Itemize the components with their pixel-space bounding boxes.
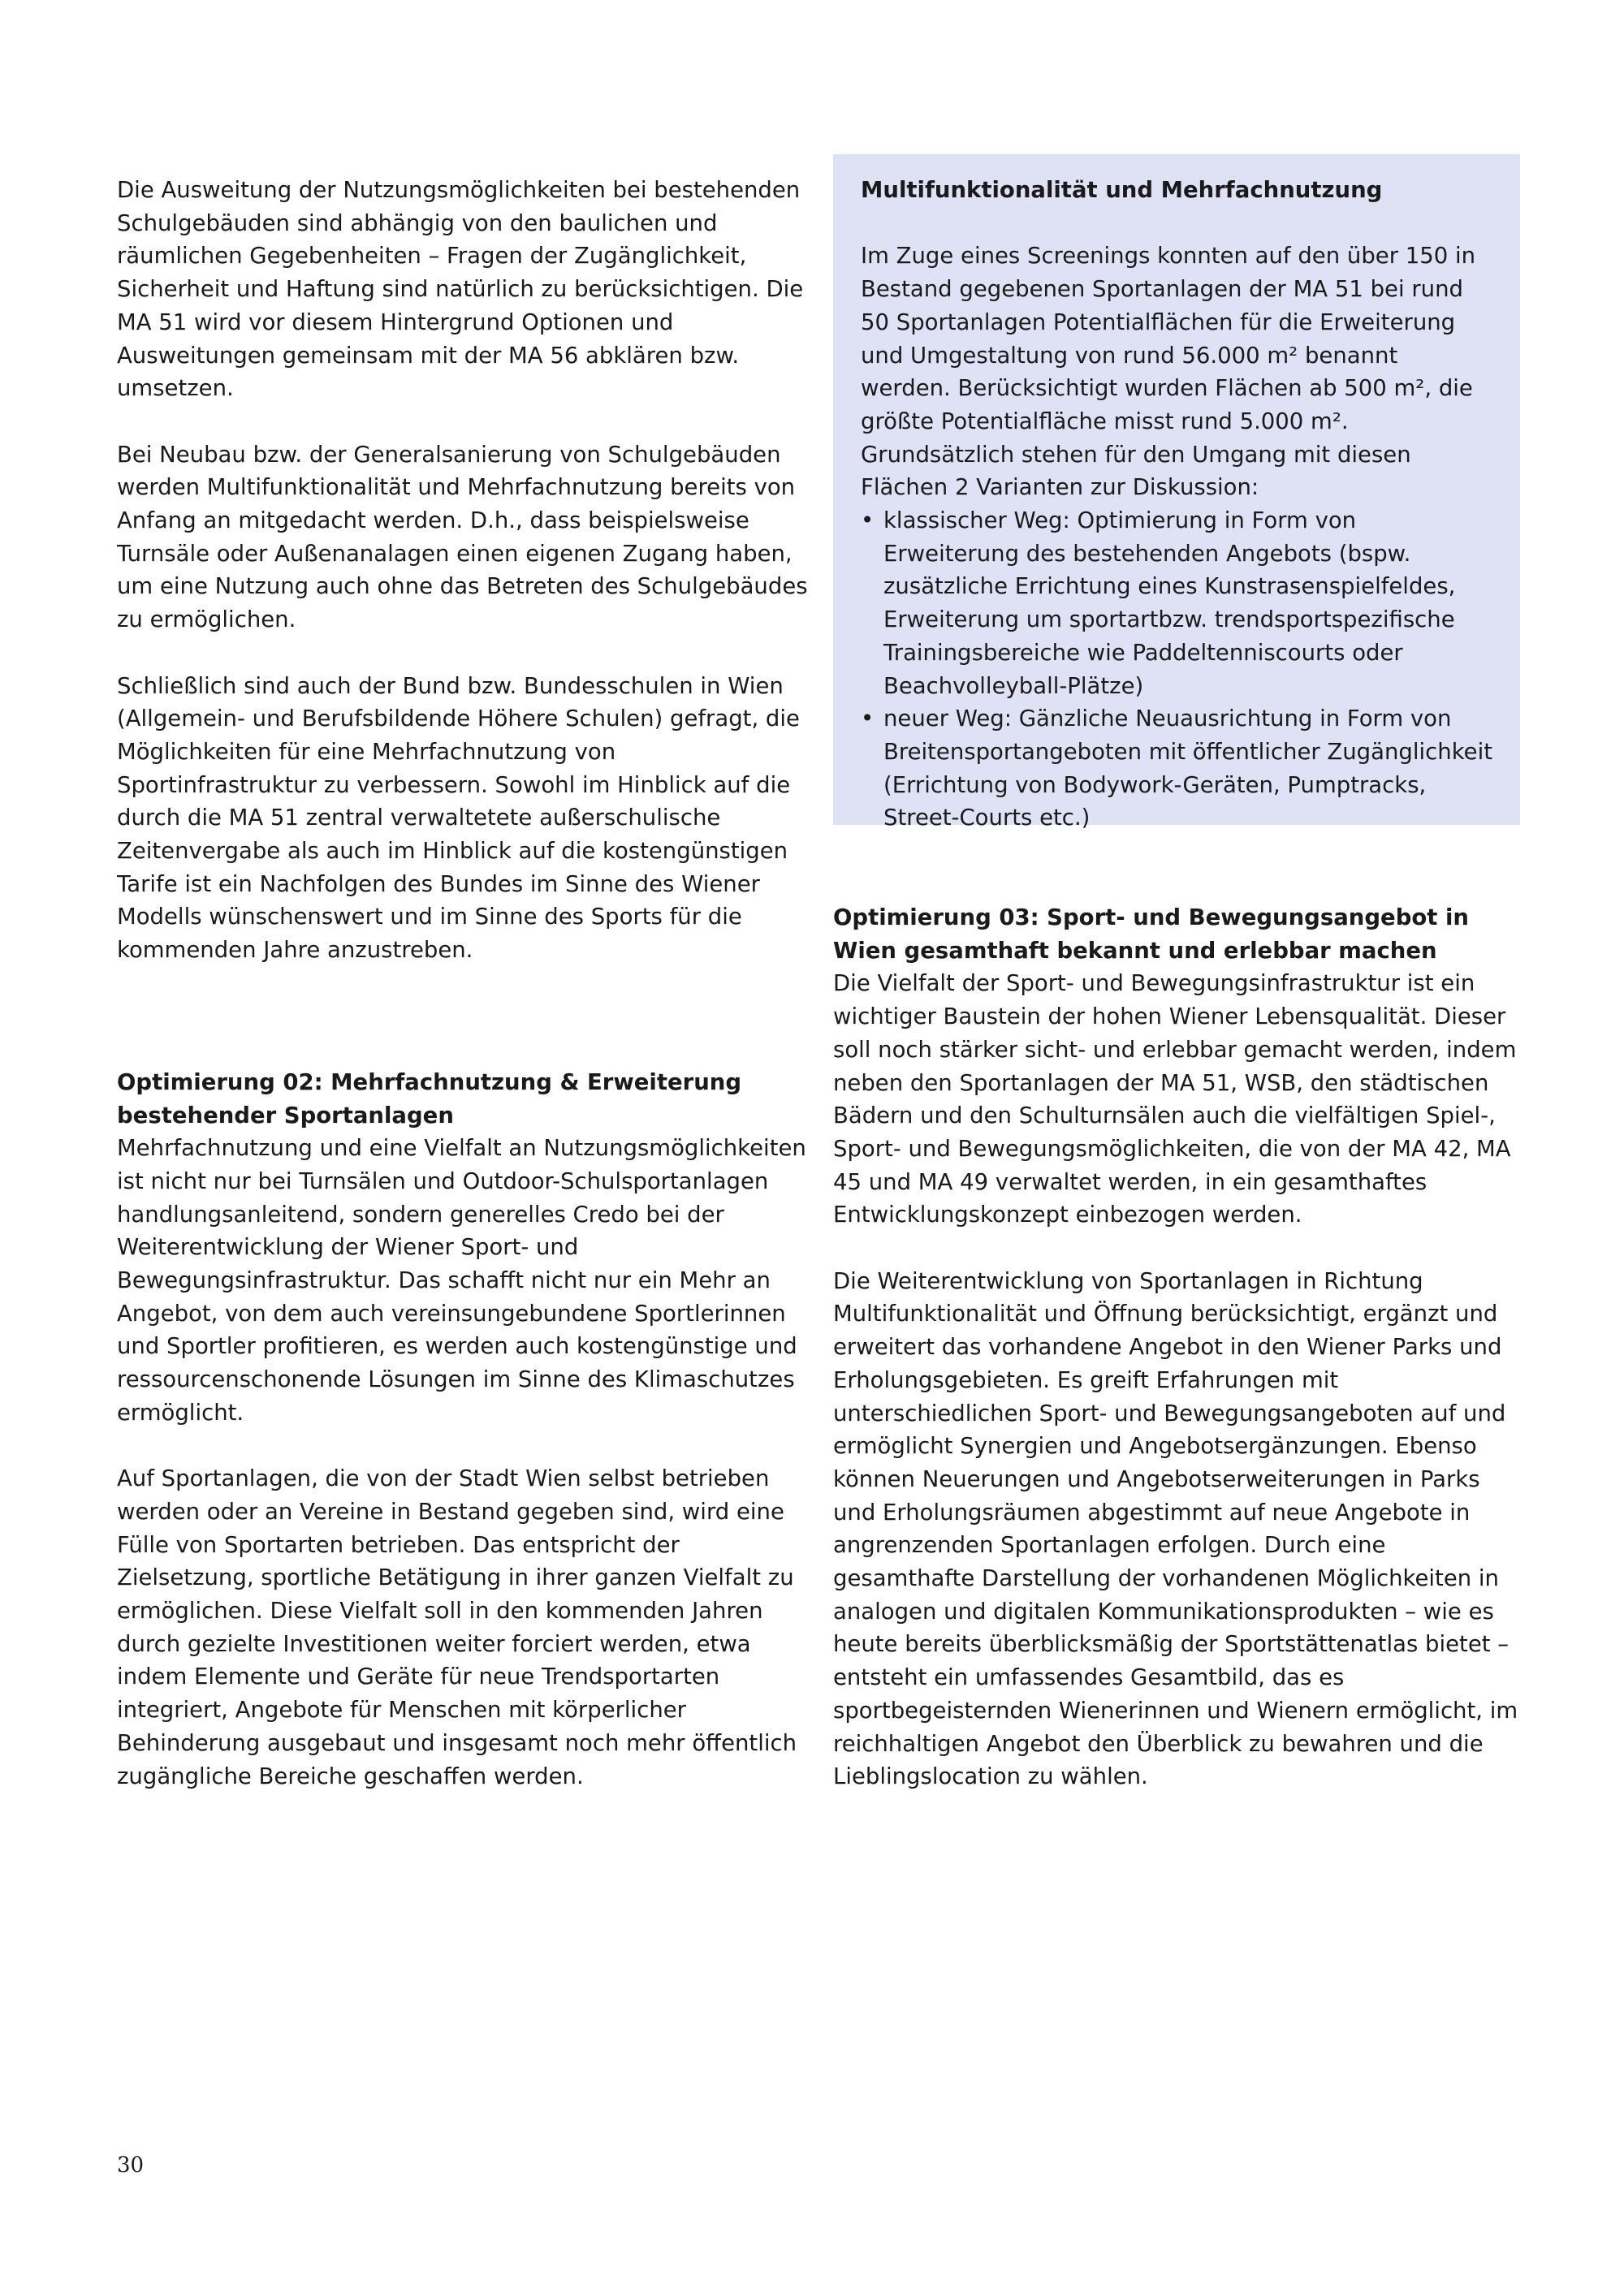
info-box-intro: Im Zuge eines Screenings konnten auf den über 150 in Bestand gegebenen Sportanlagen der MA 51 bei rund 50 Sportanlagen Potentialflächen für die Erweiterung und Umgestaltung von rund 56.000 m² benannt werden. Berücksichtigt wurden Flächen ab 500 m², die größte Potentialfläche misst rund 5.000 m². Grundsätzlich stehen für den Umgang mit diesen Flächen 2 Varianten zur Diskussion: bbox=[861, 243, 1476, 501]
right-column bbox=[833, 901, 1523, 1793]
paragraph-zugaenglichkeit: Die Ausweitung der Nutzungsmöglichkeiten bei bestehenden Schulgebäuden sind abhängig von den baulichen und räumlichen Gegebenheiten – Fragen der Zugänglichkeit, Sicherheit und Haftung sind natürlich zu berücksichtigen. Die MA 51 wird vor diesem Hintergrund Optionen und Ausweitungen gemeinsam mit der MA 56 abklären bzw. umsetzen. bbox=[117, 177, 804, 402]
paragraph-mehrfachnutzung: Mehrfachnutzung und eine Vielfalt an Nutzungsmöglichkeiten ist nicht nur bei Turnsälen und Outdoor-Schulsportanlagen handlungsanleitend, sondern generelles Credo bei der Weiterentwicklung der Wiener Sport- und Bewegungsinfrastruktur. Das schafft nicht nur ein Mehr an Angebot, von dem auch vereinsungebundene Sportlerinnen und Sportler profitieren, es werden auch kostengünstige und ressourcenschonende Lösungen im Sinne des Klimaschutzes ermöglicht. bbox=[117, 1135, 806, 1426]
bullet-icon: • bbox=[861, 507, 875, 534]
paragraph-bundesschulen: Schließlich sind auch der Bund bzw. Bundesschulen in Wien (Allgemein- und Berufsbildende Höhere Schulen) gefragt, die Möglichkeiten für eine Mehrfachnutzung von Sportinfrastruktur zu verbessern. Sowohl im Hinblick auf die durch die MA 51 zentral verwaltetete außerschulische Zeitenvergabe als auch im Hinblick auf die kostengünstigen Tarife ist ein Nachfolgen des Bundes im Sinne des Wiener Modells wünschenswert und im Sinne des Sports für die kommenden Jahre anzustreben. bbox=[117, 672, 800, 964]
list-item bbox=[861, 504, 1492, 702]
left-column bbox=[117, 174, 812, 1793]
paragraph-sportanlagen-stadt-wien: Auf Sportanlagen, die von der Stadt Wien selbst betrieben werden oder an Vereine in Bestand gegeben sind, wird eine Fülle von Sportarten betrieben. Das entspricht der Zielsetzung, sportliche Betätigung in ihrer ganzen Vielfalt zu ermöglichen. Diese Vielfalt soll in den kommenden Jahren durch gezielte Investitionen weiter forciert werden, etwa indem Elemente und Geräte für neue Trendsportarten integriert, Angebote für Menschen mit körperlicher Behinderung ausgebaut und insgesamt noch mehr öffentlich zugängliche Bereiche geschaffen werden. bbox=[117, 1465, 797, 1789]
info-box-list bbox=[861, 504, 1492, 835]
heading-optimierung-03: Optimierung 03: Sport- und Bewegungsangebot in Wien gesamthaft bekannt und erlebbar machen bbox=[833, 904, 1470, 964]
bullet-icon: • bbox=[861, 706, 875, 732]
heading-optimierung-02: Optimierung 02: Mehrfachnutzung & Erweiterung bestehender Sportanlagen bbox=[117, 1068, 742, 1129]
info-box-title: Multifunktionalität und Mehrfachnutzung bbox=[861, 177, 1383, 203]
info-box-multifunktionalitaet bbox=[833, 154, 1520, 831]
page-number: 30 bbox=[117, 2153, 145, 2177]
paragraph-vielfalt: Die Vielfalt der Sport- und Bewegungsinfrastruktur ist ein wichtiger Baustein der hohen Wiener Lebensqualität. Dieser soll noch stärker sicht- und erlebbar gemacht werden, indem neben den Sportanlagen der MA 51, WSB, den städtischen Bädern und den Schulturnsälen auch die vielfältigen Spiel-, Sport- und Bewegungsmöglichkeiten, die von der MA 42, MA 45 und MA 49 verwaltet werden, in ein gesamthaftes Entwicklungskonzept einbezogen werden. bbox=[833, 970, 1517, 1228]
list-item bbox=[861, 702, 1492, 835]
paragraph-neubau: Bei Neubau bzw. der Generalsanierung von Schulgebäuden werden Multifunktionalität und Mehrfachnutzung bereits von Anfang an mitgedacht werden. D.h., dass beispielsweise Turnsäle oder Außenanalagen einen eigenen Zugang haben, um eine Nutzung auch ohne das Betreten des Schulgebäudes zu ermöglichen. bbox=[117, 441, 808, 633]
paragraph-weiterentwicklung: Die Weiterentwicklung von Sportanlagen in Richtung Multifunktionalität und Öffnung berücksichtigt, ergänzt und erweitert das vorhandene Angebot in den Wiener Parks und Erholungsgebieten. Es greift Erfahrungen mit unterschiedlichen Sport- und Bewegungsangeboten auf und ermöglicht Synergien und Angebotsergänzungen. Ebenso können Neuerungen und Angebotserweiterungen in Parks und Erholungsräumen abgestimmt auf neue Angebote in angrenzenden Sportanlagen erfolgen. Durch eine gesamthafte Darstellung der vorhandenen Möglichkeiten in analogen und digitalen Kommunikationsprodukten – wie es heute bereits überblicksmäßig der Sportstättenatlas bietet – entsteht ein umfassendes Gesamtbild, das es sportbegeisternden Wienerinnen und Wienern ermöglicht, im reichhaltigen Angebot den Überblick zu bewahren und die Lieblingslocation zu wählen. bbox=[833, 1267, 1518, 1790]
list-item-text: neuer Weg: Gänzliche Neuausrichtung in Form von Breitensportangeboten mit öffentlicher Zugänglichkeit (Errichtung von Bodywork-Geräten, Pumptracks, Street-Courts etc.) bbox=[883, 706, 1492, 831]
list-item-text: klassischer Weg: Optimierung in Form von Erweiterung des bestehenden Angebots (bspw. zusätzliche Errichtung eines Kunstrasenspielfeldes, Erweiterung um sportartbzw. trendsportspezifische Trainingsbereiche wie Paddeltenniscourts oder Beachvolleyball-Plätze) bbox=[883, 507, 1456, 699]
